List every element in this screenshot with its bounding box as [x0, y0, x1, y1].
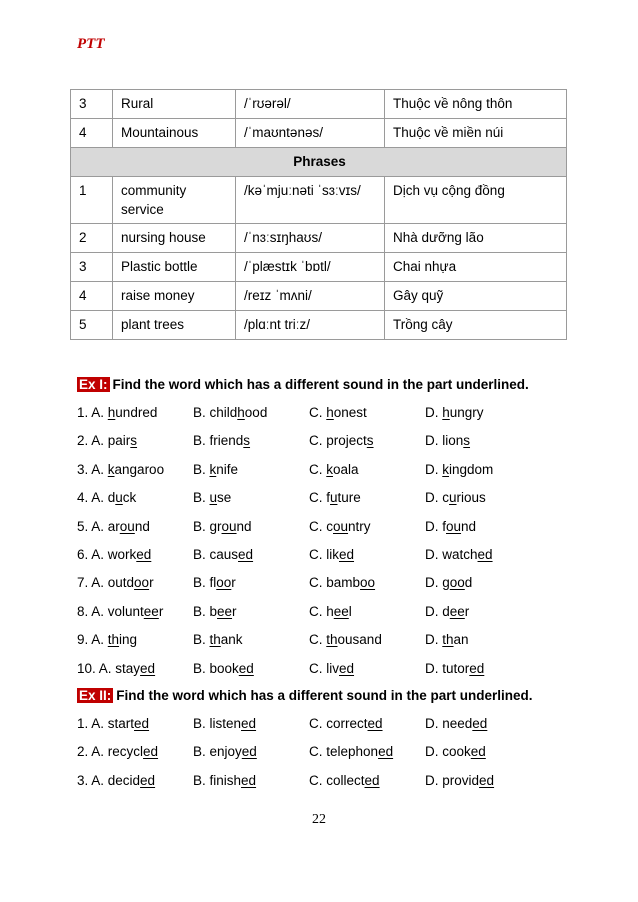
option-text: 3. A. decid [77, 772, 141, 788]
word-cell: community service [113, 177, 236, 224]
option-text: D. g [425, 575, 450, 591]
word-cell: plant trees [113, 311, 236, 340]
option-text: D. provid [425, 772, 480, 788]
option-text: ungry [449, 405, 484, 420]
underlined-part: k [442, 461, 450, 477]
option-c [309, 744, 393, 759]
option-a [77, 490, 136, 505]
option-a [77, 575, 154, 590]
underlined-part: th [107, 632, 120, 648]
option-a [77, 773, 155, 788]
option-text: C. f [309, 490, 331, 506]
option-text: B. caus [193, 547, 239, 562]
word-cell: Plastic bottle [113, 253, 236, 282]
option-text: ntry [348, 518, 371, 534]
underlined-part: s [243, 433, 251, 449]
section-header-row [71, 148, 567, 177]
option-text: ank [220, 632, 243, 648]
underlined-part: u [115, 490, 123, 506]
page-number: 22 [312, 812, 326, 827]
underlined-part: ed [364, 772, 380, 788]
underlined-part: u [209, 490, 218, 506]
option-b [193, 716, 256, 731]
option-text: B. listen [193, 716, 242, 731]
option-b [193, 604, 237, 619]
option-d [425, 773, 494, 788]
option-c [309, 547, 354, 562]
underlined-part: u [330, 490, 338, 506]
meaning-cell: Thuộc về nông thôn [385, 90, 567, 119]
option-d [425, 519, 476, 534]
option-text: 8. A. volunt [77, 603, 144, 619]
meaning-cell: Gây quỹ [385, 282, 567, 311]
underlined-part: ed [477, 547, 493, 562]
option-text: C. lik [309, 547, 339, 562]
option-b [193, 433, 250, 448]
option-text: d [464, 575, 473, 591]
option-a [77, 716, 149, 731]
underlined-part: ed [238, 547, 254, 562]
exercise-2-tag: Ex II: [79, 688, 112, 703]
option-text: 2. A. recycl [77, 744, 144, 760]
option-text: nife [216, 461, 239, 477]
underlined-part: ou [221, 518, 237, 534]
option-text: ture [337, 490, 361, 506]
underlined-part: ee [217, 603, 233, 619]
option-d [425, 405, 484, 420]
exercise-2-instruction: Find the word which has a different sound in the part underlined. [116, 688, 533, 703]
option-text: B. [193, 461, 210, 477]
row-number: 1 [71, 177, 113, 224]
option-text: 4. A. d [77, 490, 116, 506]
option-text: B. [193, 632, 210, 648]
underlined-part: s [366, 433, 374, 449]
underlined-part: ee [333, 603, 349, 619]
option-text: C. correct [309, 716, 368, 731]
option-text: ing [119, 632, 138, 648]
option-text: 1. A. start [77, 716, 135, 731]
option-text: B. [193, 490, 210, 506]
option-text: angaroo [114, 461, 165, 477]
option-b [193, 575, 236, 590]
underlined-part: ed [134, 716, 150, 731]
table-row [71, 119, 567, 148]
option-text: r [464, 603, 470, 619]
option-c [309, 716, 383, 731]
option-text: nd [461, 518, 477, 534]
option-text: B. enjoy [193, 744, 242, 760]
table-row [71, 282, 567, 311]
underlined-part: ed [470, 744, 486, 760]
option-text: D. f [425, 518, 447, 534]
option-text: 10. A. stay [77, 660, 141, 676]
underlined-part: k [326, 461, 334, 477]
option-b [193, 744, 257, 759]
meaning-cell: Thuộc về miền núi [385, 119, 567, 148]
underlined-part: oo [449, 575, 465, 591]
option-text: r [231, 575, 236, 591]
option-text: B. fl [193, 575, 217, 591]
option-a [77, 604, 163, 619]
underlined-part: ed [140, 772, 156, 788]
option-b [193, 490, 231, 505]
underlined-part: th [209, 632, 221, 648]
option-text: D. lion [425, 433, 464, 449]
option-text: ood [244, 405, 268, 420]
option-text: C. c [309, 518, 334, 534]
row-number: 2 [71, 224, 113, 253]
underlined-part: ed [136, 547, 152, 562]
underlined-part: h [442, 405, 450, 420]
underlined-part: ed [241, 744, 257, 760]
underlined-part: th [326, 632, 338, 648]
meaning-cell: Dịch vụ cộng đồng [385, 177, 567, 224]
option-text: D. need [425, 716, 473, 731]
ipa-cell: /ˈmaʊntənəs/ [236, 119, 385, 148]
option-text: D. tutor [425, 660, 470, 676]
option-c [309, 661, 354, 676]
option-d [425, 433, 470, 448]
underlined-part: th [442, 632, 454, 648]
underlined-part: ed [479, 772, 495, 788]
option-d [425, 575, 472, 590]
ipa-cell: /reɪz ˈmʌni/ [236, 282, 385, 311]
word-cell: Mountainous [113, 119, 236, 148]
option-a [77, 661, 155, 676]
underlined-part: ee [449, 603, 465, 619]
option-b [193, 661, 254, 676]
underlined-part: h [237, 405, 245, 420]
option-b [193, 462, 238, 477]
option-text: C. [309, 405, 327, 420]
option-text: C. telephon [309, 744, 379, 760]
underlined-part: h [326, 405, 334, 420]
option-text: D. [425, 405, 443, 420]
word-cell: nursing house [113, 224, 236, 253]
meaning-cell: Chai nhựa [385, 253, 567, 282]
option-a [77, 547, 151, 562]
option-text: se [217, 490, 232, 506]
option-text: oala [333, 461, 359, 477]
option-b [193, 773, 256, 788]
underlined-part: ed [339, 660, 355, 676]
option-c [309, 632, 382, 647]
underlined-part: ou [119, 518, 135, 534]
option-text: B. gr [193, 518, 222, 534]
option-text: 3. A. [77, 461, 108, 477]
ipa-cell: /plɑːnt triːz/ [236, 311, 385, 340]
option-text: 2. A. pair [77, 433, 131, 449]
option-text: 6. A. work [77, 547, 137, 562]
option-text: an [453, 632, 469, 648]
table-row [71, 253, 567, 282]
underlined-part: ed [339, 547, 355, 562]
option-d [425, 490, 486, 505]
option-text: r [149, 575, 154, 591]
underlined-part: ed [469, 660, 485, 676]
underlined-part: ou [333, 518, 349, 534]
option-c [309, 773, 380, 788]
option-text: r [232, 603, 237, 619]
option-a [77, 519, 150, 534]
option-text: D. d [425, 603, 450, 619]
option-text: D. [425, 632, 443, 648]
underlined-part: ed [367, 716, 383, 731]
option-c [309, 490, 361, 505]
row-number: 4 [71, 282, 113, 311]
underlined-part: ed [472, 716, 488, 731]
exercise-1-instruction: Find the word which has a different sound in the part underlined. [112, 377, 529, 392]
underlined-part: ed [241, 716, 257, 731]
option-d [425, 716, 487, 731]
option-text: C. project [309, 433, 367, 449]
option-text: ingdom [449, 461, 494, 477]
option-text: D. c [425, 490, 450, 506]
option-text: B. finish [193, 772, 242, 788]
row-number: 3 [71, 90, 113, 119]
ipa-cell: /ˈnɜːsɪŋhaʊs/ [236, 224, 385, 253]
option-d [425, 604, 469, 619]
underlined-part: k [209, 461, 217, 477]
meaning-cell: Nhà dưỡng lão [385, 224, 567, 253]
option-a [77, 632, 137, 647]
underlined-part: s [463, 433, 471, 449]
underlined-part: ed [140, 660, 156, 676]
option-text: onest [333, 405, 367, 420]
option-d [425, 744, 486, 759]
option-text: 7. A. outd [77, 575, 135, 591]
option-text: C. h [309, 603, 334, 619]
table-row [71, 177, 567, 224]
row-number: 4 [71, 119, 113, 148]
option-a [77, 433, 137, 448]
exercise-1-title [77, 377, 529, 392]
ipa-cell: /ˈplæstɪk ˈbɒtl/ [236, 253, 385, 282]
option-text: C. [309, 461, 327, 477]
option-a [77, 744, 158, 759]
underlined-part: ed [378, 744, 394, 760]
option-text: B. child [193, 405, 238, 420]
exercise-1-tag: Ex I: [79, 377, 108, 392]
option-b [193, 519, 252, 534]
underlined-part: ed [238, 660, 254, 676]
option-text: nd [236, 518, 252, 534]
option-c [309, 575, 375, 590]
underlined-part: ee [143, 603, 159, 619]
option-text: D. watch [425, 547, 478, 562]
option-b [193, 547, 253, 562]
table-row [71, 224, 567, 253]
row-number: 5 [71, 311, 113, 340]
table-row [71, 90, 567, 119]
option-a [77, 462, 164, 477]
table-row [71, 311, 567, 340]
option-text: C. bamb [309, 575, 361, 591]
option-d [425, 547, 493, 562]
page-header: PTT [77, 36, 105, 52]
option-text: ck [122, 490, 137, 506]
word-cell: raise money [113, 282, 236, 311]
ipa-cell: /kəˈmjuːnəti ˈsɜːvɪs/ [236, 177, 385, 224]
option-c [309, 604, 352, 619]
underlined-part: oo [134, 575, 150, 591]
option-c [309, 405, 367, 420]
option-c [309, 519, 371, 534]
option-d [425, 462, 493, 477]
option-text: B. friend [193, 433, 244, 449]
option-text: D. cook [425, 744, 471, 760]
section-title: Phrases [71, 148, 567, 177]
exercise-2-title [77, 688, 533, 703]
underlined-part: oo [216, 575, 232, 591]
option-text: 5. A. ar [77, 518, 120, 534]
option-b [193, 405, 267, 420]
underlined-part: ed [241, 772, 257, 788]
option-text: r [158, 603, 164, 619]
option-text: 1. A. [77, 405, 108, 420]
meaning-cell: Trồng cây [385, 311, 567, 340]
option-text: l [348, 603, 352, 619]
option-c [309, 433, 374, 448]
underlined-part: k [107, 461, 115, 477]
word-cell: Rural [113, 90, 236, 119]
option-a [77, 405, 157, 420]
option-text: B. book [193, 660, 239, 676]
vocabulary-table [70, 89, 567, 340]
option-d [425, 632, 469, 647]
option-text: 9. A. [77, 632, 108, 648]
underlined-part: oo [360, 575, 376, 591]
option-text: rious [456, 490, 486, 506]
option-text: C. collect [309, 772, 365, 788]
underlined-part: ed [143, 744, 159, 760]
row-number: 3 [71, 253, 113, 282]
underlined-part: u [449, 490, 457, 506]
option-text: C. liv [309, 660, 339, 676]
option-text: nd [134, 518, 150, 534]
option-text: B. b [193, 603, 218, 619]
option-c [309, 462, 359, 477]
underlined-part: ou [446, 518, 462, 534]
option-text: undred [115, 405, 158, 420]
ipa-cell: /ˈrʊərəl/ [236, 90, 385, 119]
underlined-part: h [107, 405, 116, 420]
option-d [425, 661, 484, 676]
option-b [193, 632, 243, 647]
option-text: ousand [337, 632, 382, 648]
underlined-part: s [130, 433, 138, 449]
option-text: D. [425, 461, 443, 477]
option-text: C. [309, 632, 327, 648]
